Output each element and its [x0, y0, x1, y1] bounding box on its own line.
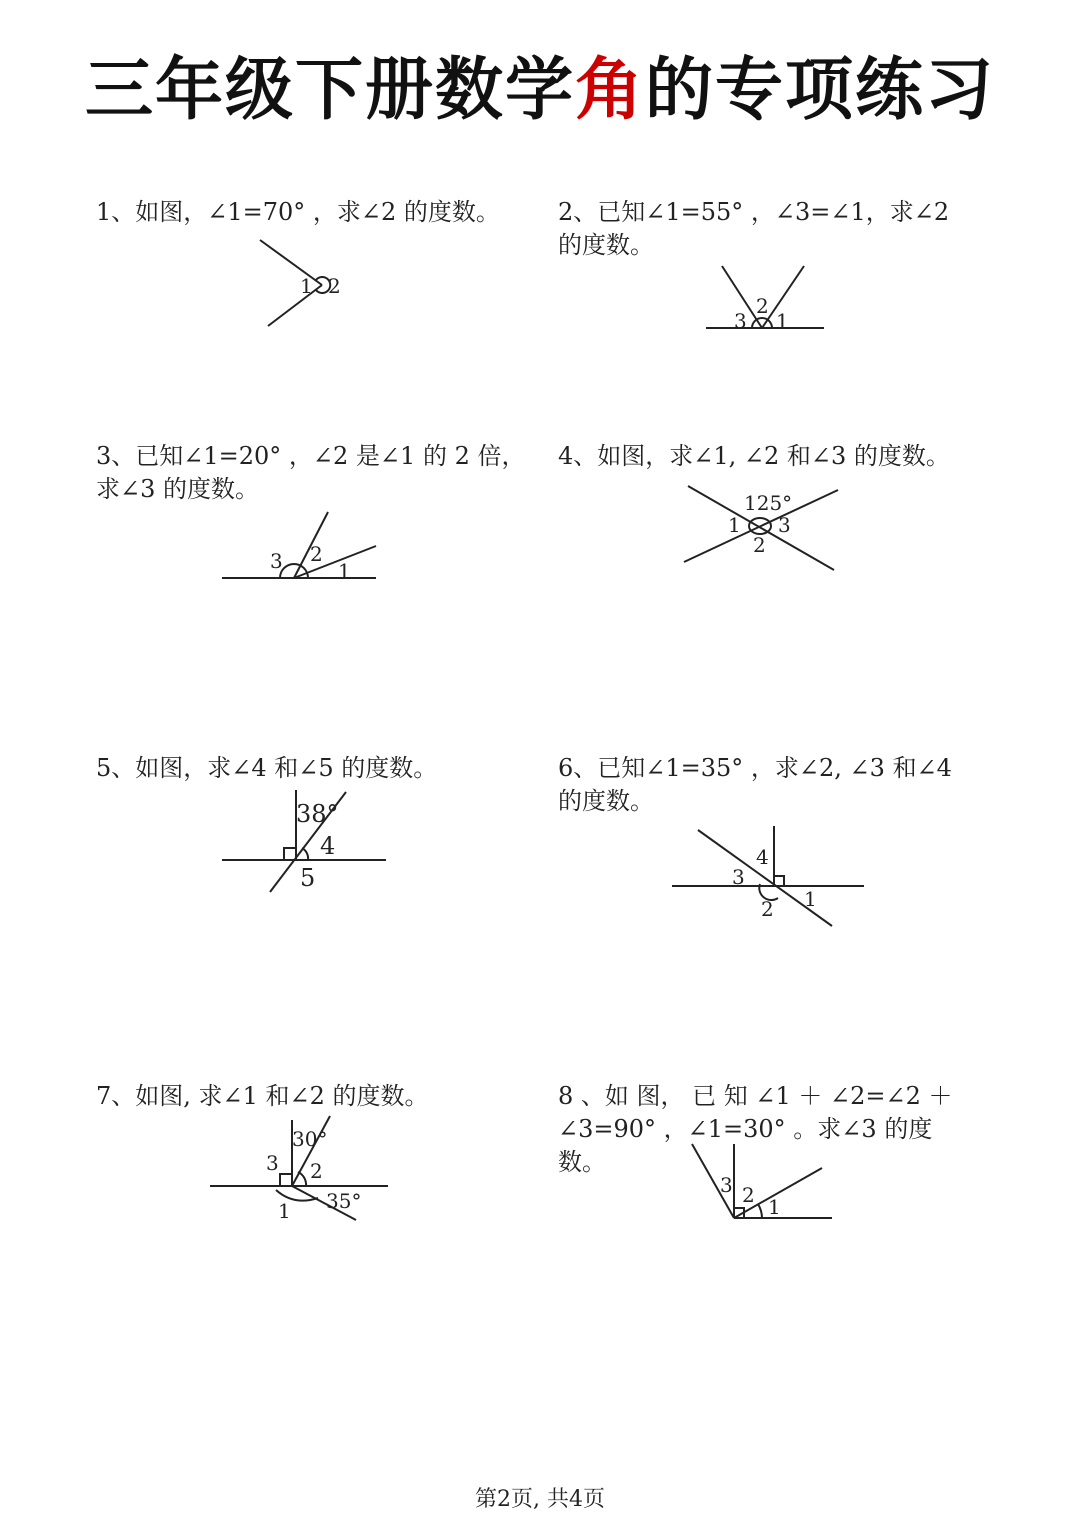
problem-7-figure	[206, 1110, 391, 1225]
problem-6-text: 6、已知∠1=35° ，求∠2, ∠3 和∠4 的度数。	[558, 754, 952, 815]
problem-3-figure	[218, 508, 383, 586]
p5-label-38: 38°	[296, 800, 339, 828]
problem-2-text: 2、已知∠1=55° ，∠3=∠1，求∠2 的度数。	[558, 198, 950, 259]
problem-7-text: 7、如图, 求∠1 和∠2 的度数。	[96, 1082, 429, 1110]
p4-label-3: 3	[778, 513, 791, 537]
p7-label-30: 30°	[292, 1127, 328, 1151]
p6-label-2: 2	[761, 897, 774, 921]
p7-label-3: 3	[266, 1151, 279, 1175]
p1-label-1: 1	[300, 274, 313, 298]
problem-4-figure	[680, 482, 845, 577]
p2-label-1: 1	[776, 309, 789, 333]
problem-1-text: 1、如图，∠1=70° ，求∠2 的度数。	[96, 198, 500, 226]
p5-label-5: 5	[300, 864, 316, 892]
p8-label-2: 2	[742, 1183, 755, 1207]
p5-right-angle	[284, 848, 296, 860]
p6-label-4: 4	[756, 845, 769, 869]
p7-label-35: 35°	[326, 1189, 362, 1213]
p7-right-angle	[280, 1174, 292, 1186]
p8-label-3: 3	[720, 1173, 733, 1197]
p7-label-1: 1	[278, 1199, 291, 1223]
problem-6-figure	[668, 818, 868, 930]
p2-label-2: 2	[756, 294, 769, 318]
p1-ray-lower	[268, 285, 322, 326]
p3-label-1: 1	[338, 559, 351, 583]
page-title	[0, 48, 1080, 134]
p4-label-2: 2	[753, 533, 766, 557]
p4-label-1: 1	[728, 513, 741, 537]
p6-label-1: 1	[804, 887, 817, 911]
title-post: 的专项练习	[645, 51, 996, 130]
problem-5-text: 5、如图，求∠4 和∠5 的度数。	[96, 754, 438, 782]
problem-8-figure	[686, 1140, 836, 1225]
title-highlight: 角	[574, 51, 645, 130]
p7-label-2: 2	[310, 1159, 323, 1183]
problem-1-figure	[250, 230, 370, 340]
problem-4-text: 4、如图，求∠1, ∠2 和∠3 的度数。	[558, 442, 950, 470]
title-pre: 三年级下册数学	[84, 51, 575, 130]
problem-5-figure	[218, 782, 393, 897]
p5-label-4: 4	[320, 832, 336, 860]
page-footer: 第2页, 共4页	[475, 1487, 605, 1512]
p6-label-3: 3	[732, 865, 745, 889]
p1-label-2: 2	[328, 274, 341, 298]
p3-label-2: 2	[310, 542, 323, 566]
problem-3-text: 3、已知∠1=20° ，∠2 是∠1 的 2 倍，求∠3 的度数。	[96, 442, 526, 503]
problem-8-text: 8 、如 图， 已 知 ∠1 ＋ ∠2=∠2 ＋ ∠3=90° ，∠1=30° 。求∠3 的度数。	[558, 1082, 953, 1176]
p3-label-3: 3	[270, 549, 283, 573]
p8-label-1: 1	[768, 1195, 781, 1219]
p2-label-3: 3	[734, 309, 747, 333]
p8-arc	[758, 1204, 762, 1218]
p4-label-125: 125°	[744, 491, 793, 515]
problem-2-figure	[700, 262, 830, 337]
